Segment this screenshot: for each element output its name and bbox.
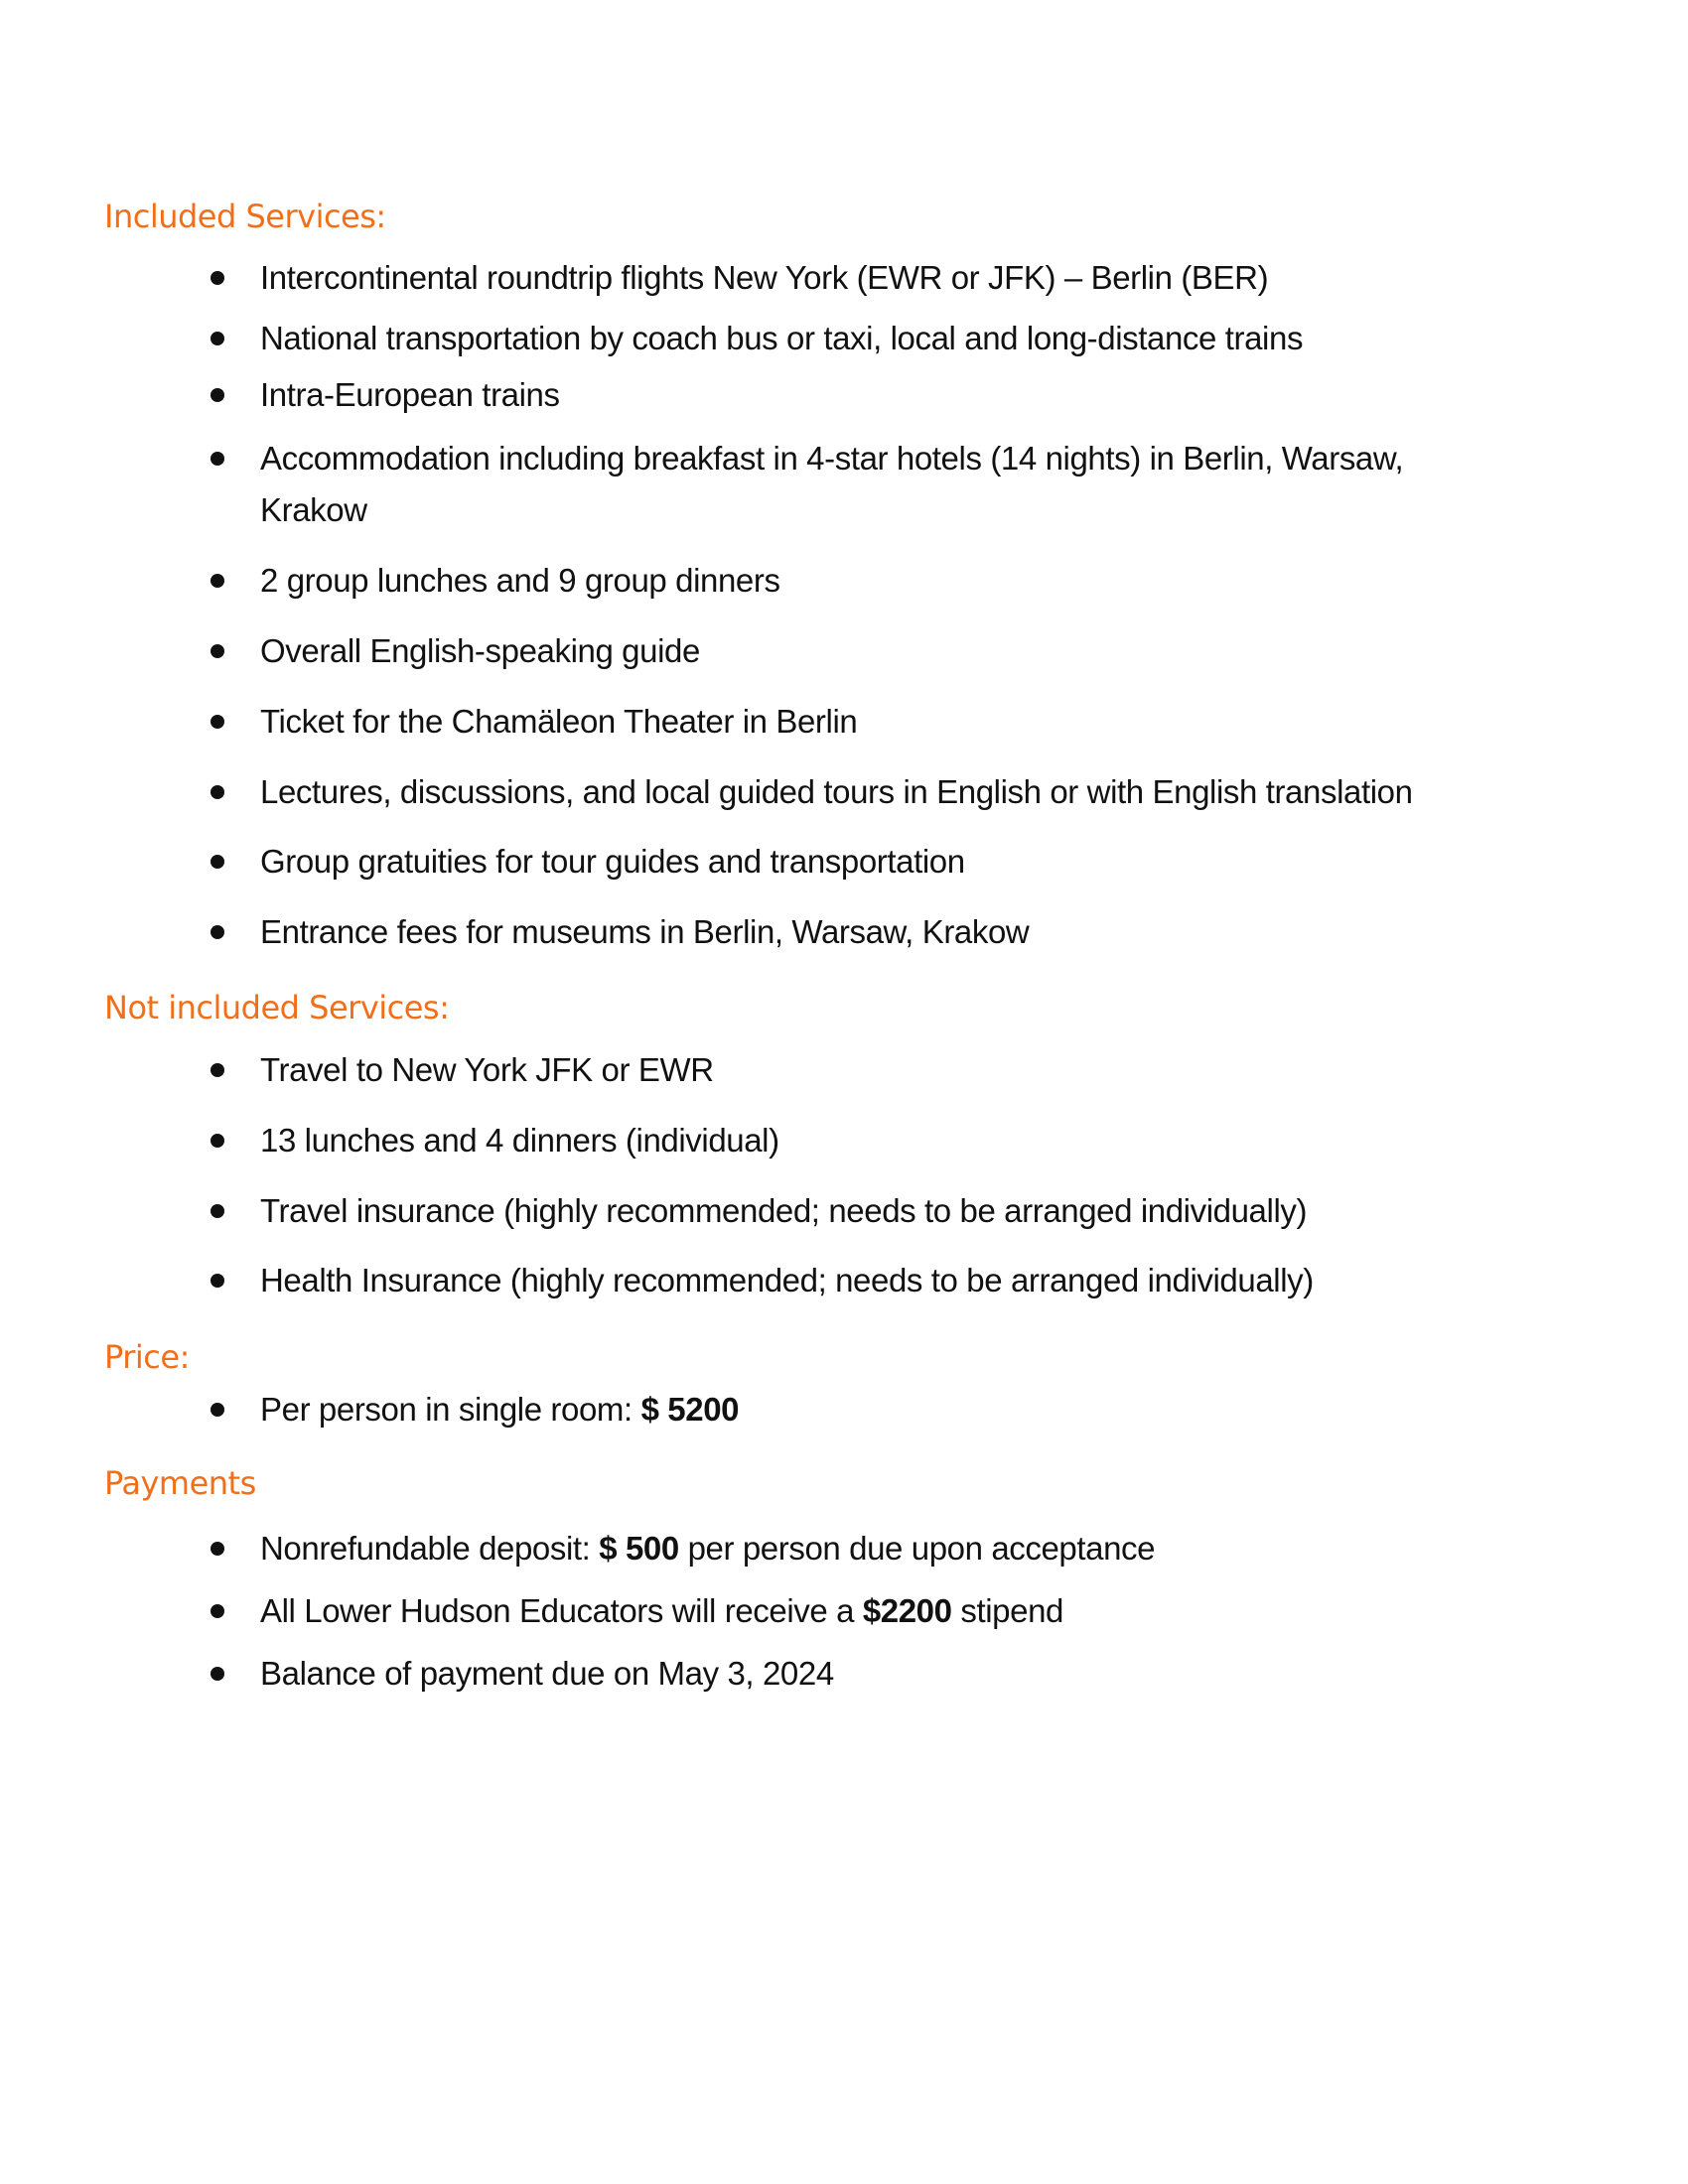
included-item — [0, 556, 1688, 606]
payments-heading: Payments — [104, 1464, 256, 1502]
not-included-item — [0, 1256, 1688, 1305]
included-item-text: Lectures, discussions, and local guided tours in English or with English translation — [260, 773, 1413, 810]
included-item — [0, 253, 1688, 303]
included-item-text: Accommodation including breakfast in 4-star hotels (14 nights) in Berlin, Warsaw, Krakow — [260, 440, 1404, 528]
bullet-icon — [211, 785, 224, 799]
bullet-icon — [211, 1063, 224, 1077]
included-item — [0, 433, 1688, 536]
price-label: Per person in single room: — [260, 1391, 641, 1428]
price-item-text — [260, 1385, 739, 1434]
payments-item — [0, 1524, 1688, 1573]
bullet-icon — [211, 388, 224, 402]
bullet-icon — [211, 1542, 224, 1556]
included-item — [0, 907, 1688, 957]
included-item — [0, 626, 1688, 676]
stipend-suffix: stipend — [951, 1592, 1063, 1629]
included-item-text: Group gratuities for tour guides and transportation — [260, 843, 965, 880]
included-item-text: Ticket for the Chamäleon Theater in Berlin — [260, 703, 858, 740]
bullet-icon — [211, 715, 224, 729]
stipend-label: All Lower Hudson Educators will receive a — [260, 1592, 863, 1629]
deposit-text — [260, 1524, 1155, 1573]
bullet-icon — [211, 1667, 224, 1681]
included-item — [0, 837, 1688, 887]
bullet-icon — [211, 855, 224, 869]
payments-item — [0, 1649, 1688, 1699]
stipend-text — [260, 1586, 1063, 1636]
bullet-icon — [211, 1604, 224, 1618]
payments-item — [0, 1586, 1688, 1636]
not-included-services-heading: Not included Services: — [104, 989, 450, 1026]
bullet-icon — [211, 1274, 224, 1288]
bullet-icon — [211, 1134, 224, 1148]
price-item — [0, 1385, 1688, 1434]
deposit-suffix: per person due upon acceptance — [678, 1530, 1156, 1567]
bullet-icon — [211, 644, 224, 658]
included-item — [0, 370, 1688, 420]
not-included-item-text: Travel insurance (highly recommended; needs to be arranged individually) — [260, 1192, 1308, 1229]
included-item-text: Overall English-speaking guide — [260, 632, 700, 669]
included-item-text: Intra-European trains — [260, 376, 560, 413]
included-item-text: 2 group lunches and 9 group dinners — [260, 562, 780, 599]
balance-text: Balance of payment due on May 3, 2024 — [260, 1655, 834, 1692]
included-item — [0, 767, 1688, 817]
bullet-icon — [211, 271, 224, 285]
not-included-item-text: Travel to New York JFK or EWR — [260, 1051, 714, 1088]
not-included-item-text: 13 lunches and 4 dinners (individual) — [260, 1122, 779, 1159]
included-item-text: Intercontinental roundtrip flights New York (EWR or JFK) – Berlin (BER) — [260, 259, 1269, 296]
not-included-item — [0, 1186, 1688, 1236]
bullet-icon — [211, 925, 224, 939]
deposit-label: Nonrefundable deposit: — [260, 1530, 600, 1567]
bullet-icon — [211, 574, 224, 588]
bullet-icon — [211, 332, 224, 345]
not-included-item — [0, 1116, 1688, 1165]
price-amount: $ 5200 — [640, 1391, 740, 1428]
deposit-amount: $ 500 — [599, 1530, 679, 1567]
included-services-heading: Included Services: — [104, 198, 386, 235]
included-item-text: National transportation by coach bus or taxi, local and long-distance trains — [260, 320, 1304, 356]
price-heading: Price: — [104, 1338, 190, 1376]
bullet-icon — [211, 452, 224, 466]
not-included-item — [0, 1045, 1688, 1095]
included-item-text: Entrance fees for museums in Berlin, Warsaw, Krakow — [260, 913, 1030, 950]
not-included-item-text: Health Insurance (highly recommended; needs to be arranged individually) — [260, 1262, 1314, 1298]
included-item — [0, 697, 1688, 747]
bullet-icon — [211, 1204, 224, 1218]
bullet-icon — [211, 1403, 224, 1417]
included-item — [0, 314, 1688, 363]
stipend-amount: $2200 — [862, 1592, 952, 1629]
